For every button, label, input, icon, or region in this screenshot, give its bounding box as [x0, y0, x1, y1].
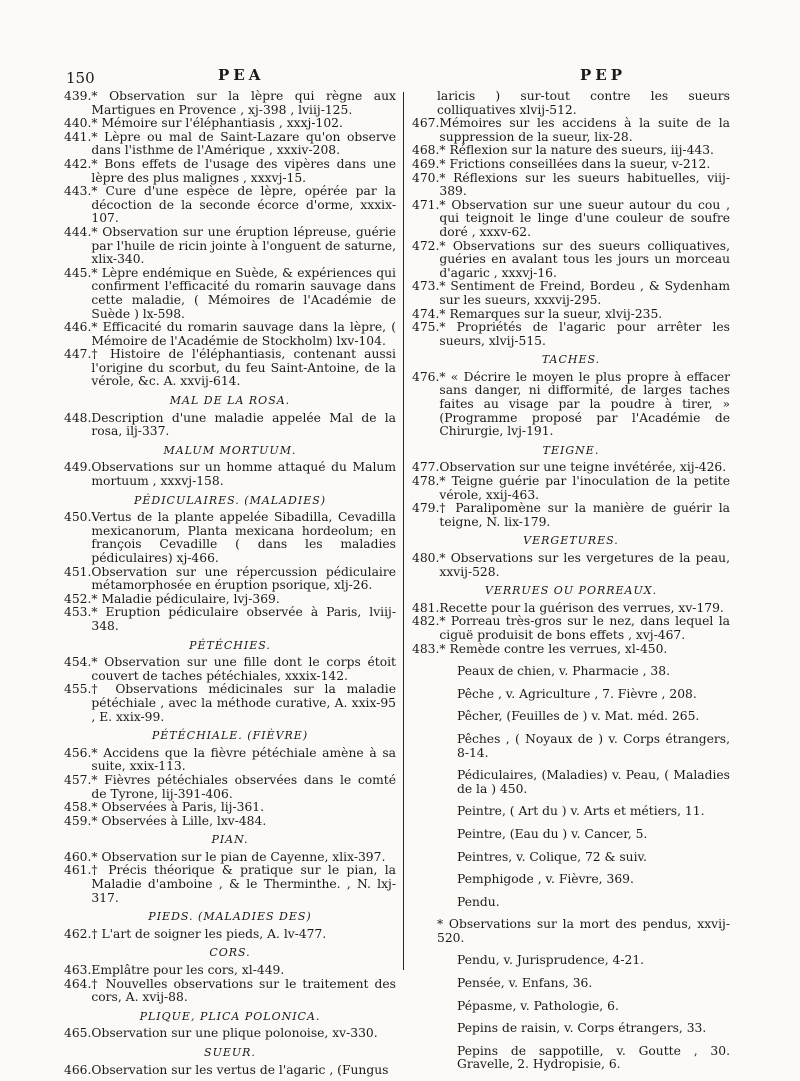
entry-number: 465. [64, 1026, 92, 1041]
entry-text: † Paralipomène sur la manière de guérir la teigne, N. lix-179. [439, 501, 730, 529]
index-entry [64, 656, 396, 683]
entry-number: 441. [64, 129, 92, 144]
section-heading: PÉTÉCHIES. [189, 638, 271, 652]
entry-text: * Mémoire sur l'éléphantiasis , xxxj-102. [91, 116, 343, 131]
index-entry [412, 117, 730, 144]
entry-number: 456. [64, 745, 92, 760]
entry-text: * Eruption pédiculaire observée à Paris, lviij-348. [91, 605, 396, 633]
entry-text: * Teigne guérie par l'inoculation de la petite vérole, xxij-463. [439, 474, 730, 502]
index-entry [64, 1064, 396, 1078]
index-entry [412, 615, 730, 642]
entry-text: * « Décrire le moyen le plus propre à effacer sans danger, ni difformité, de larges taches faites au visage par la poudre à tirer, » (Programme proposé par l'Académie de Chirurgie, lvj-191. [439, 369, 730, 439]
entry-number: 478. [412, 474, 440, 489]
entry-number: 454. [64, 655, 92, 670]
index-entry [64, 117, 396, 131]
entry-text: Observation sur les vertus de l'agaric , (Fungus [91, 1062, 389, 1077]
entry-number: 443. [64, 184, 92, 199]
index-entry [64, 851, 396, 865]
cross-reference: Peintre, (Eau du ) v. Cancer, 5. [457, 826, 648, 841]
cross-reference: Peaux de chien, v. Pharmacie , 38. [457, 664, 670, 679]
entry-text: * Remarques sur la sueur, xlvij-235. [439, 306, 663, 321]
index-entry [64, 683, 396, 724]
section-heading: SUEUR. [204, 1046, 256, 1059]
index-entry [64, 321, 396, 348]
entry-number: 472. [412, 238, 440, 253]
section-heading: PIEDS. (MALADIES DES) [148, 910, 312, 924]
entry-text: Recette pour la guérison des verrues, xv-179. [439, 600, 724, 615]
page-number: 150 [66, 69, 95, 87]
entry-number: 468. [412, 143, 440, 158]
entry-number: 460. [64, 849, 92, 864]
index-entry [64, 267, 396, 321]
index-entry [64, 158, 396, 185]
entry-continuation: laricis ) sur-tout contre les sueurs colliquatives xlvij-512. [437, 89, 730, 117]
index-entry [64, 606, 396, 633]
entry-text: * Observation sur une éruption lépreuse, guérie par l'huile de ricin jointe à l'onguent de saturne, xlix-340. [91, 224, 396, 267]
index-entry [64, 511, 396, 565]
entry-number: 462. [64, 926, 92, 941]
entry-text: * Efficacité du romarin sauvage dans la lèpre, ( Mémoire de l'Académie de Stockholm) lxv-104. [91, 320, 396, 348]
entry-number: 452. [64, 591, 92, 606]
entry-text: Vertus de la plante appelée Sibadilla, Cevadilla mexicanorum, Planta mexicana hordeolum; en françois Cevadille ( dans les maladies pédiculaires) xj-466. [91, 510, 396, 565]
entry-number: 466. [64, 1062, 92, 1077]
entry-number: 483. [412, 641, 440, 656]
entry-number: 481. [412, 600, 440, 615]
cross-reference: Peintre, ( Art du ) v. Arts et métiers, 11. [457, 804, 705, 819]
entry-text: * Réflexions sur les sueurs habituelles, viij-389. [439, 170, 730, 199]
column-rule [403, 92, 404, 970]
index-entry [64, 747, 396, 774]
entry-number: 447. [64, 347, 92, 362]
entry-number: 470. [412, 170, 440, 185]
entry-number: 479. [412, 501, 440, 516]
entry-number: 459. [64, 813, 92, 828]
entry-number: 448. [64, 410, 92, 425]
entry-text: * Observées à Lille, lxv-484. [91, 813, 267, 828]
index-entry [64, 964, 396, 978]
entry-number: 473. [412, 279, 440, 294]
entry-text: † Précis théorique & pratique sur le pian, la Maladie d'amboine , & le Therminthe. , N. lxj-317. [91, 863, 396, 905]
entry-text: * Observation sur la lèpre qui règne aux Martigues en Provence , xj-398 , lviij-125. [91, 89, 396, 117]
entry-text: † L'art de soigner les pieds, A. lv-477. [91, 926, 327, 941]
index-entry [412, 321, 730, 348]
index-entry [412, 602, 730, 616]
index-entry [412, 240, 730, 281]
right-column [412, 90, 730, 1081]
cross-reference: Pepins de raisin, v. Corps étrangers, 33. [457, 1021, 707, 1036]
entry-text: * Porreau très-gros sur le nez, dans lequel la ciguë produisit de bons effets , xvj-467. [439, 614, 730, 642]
entry-number: 457. [64, 772, 92, 787]
cross-reference: Pemphigode , v. Fièvre, 369. [457, 872, 634, 887]
entry-number: 476. [412, 369, 440, 384]
index-note: * Observations sur la mort des pendus, xxvij-520. [437, 917, 730, 945]
cross-reference: Pêcher, (Feuilles de ) v. Mat. méd. 265. [457, 709, 700, 724]
section-heading: MALUM MORTUUM. [163, 443, 297, 457]
entry-number: 442. [64, 156, 92, 171]
entry-text: * Frictions conseillées dans la sueur, v-212. [439, 156, 711, 171]
index-entry [412, 475, 730, 502]
cross-reference: Pendu. [457, 894, 500, 909]
section-heading: PÉDICULAIRES. (MALADIES) [133, 493, 327, 507]
entry-text: † Histoire de l'éléphantiasis, contenant aussi l'origine du scorbut, du feu Saint-Antoine, de la vérole, &c. A. xxvij-614. [91, 347, 396, 389]
entry-number: 467. [412, 116, 440, 131]
cross-reference: Pensée, v. Enfans, 36. [457, 976, 593, 991]
entry-text: * Observations sur des sueurs colliquatives, guéries en avalant tous les jours un morceau d'agaric , xxxvj-16. [439, 238, 730, 280]
entry-number: 455. [64, 682, 92, 697]
entry-text: * Observation sur le pian de Cayenne, xlix-397. [91, 849, 386, 864]
section-heading: VERRUES OU PORREAUX. [484, 584, 658, 598]
index-entry [64, 90, 396, 117]
section-heading: TACHES. [541, 353, 601, 367]
entry-number: 475. [412, 320, 440, 335]
entry-number: 451. [64, 564, 92, 579]
index-entry [412, 502, 730, 529]
entry-number: 446. [64, 320, 92, 335]
entry-text: Description d'une maladie appelée Mal de la rosa, ilj-337. [91, 410, 396, 439]
entry-text: * Bons effets de l'usage des vipères dans une lèpre des plus malignes , xxxvj-15. [91, 156, 396, 185]
section-heading: PÉTÉCHIALE. (FIÈVRE) [151, 729, 309, 743]
entry-text: * Cure d'une espèce de lèpre, opérée par la décoction de la seconde écorce d'orme, xxxix-107. [91, 184, 396, 226]
entry-number: 471. [412, 197, 440, 212]
cross-reference: Pêches , ( Noyaux de ) v. Corps étrangers, 8-14. [457, 731, 730, 760]
section-heading: MAL DE LA ROSA. [169, 394, 291, 408]
entry-text: * Observations sur les vergetures de la peau, xxvij-528. [439, 551, 730, 579]
entry-number: 450. [64, 510, 92, 525]
index-entry [412, 308, 730, 322]
entry-text: * Réflexion sur la nature des sueurs, iij-443. [439, 143, 714, 158]
entry-text: * Maladie pédiculaire, lvj-369. [91, 591, 280, 606]
entry-number: 449. [64, 460, 92, 475]
cross-reference: Pêche , v. Agriculture , 7. Fièvre , 208. [457, 686, 697, 701]
index-entry [64, 815, 396, 829]
entry-number: 469. [412, 156, 440, 171]
index-entry [412, 643, 730, 657]
entry-text: * Observées à Paris, lij-361. [91, 800, 265, 815]
entry-text: * Observation sur une sueur autour du cou , qui teignoit le linge d'une couleur de soufre doré , xxxv-62. [439, 197, 730, 239]
entry-text: † Nouvelles observations sur le traitement des cors, A. xvij-88. [91, 976, 396, 1005]
cross-reference: Pédiculaires, (Maladies) v. Peau, ( Maladies de la ) 450. [457, 768, 730, 796]
index-entry [64, 348, 396, 389]
index-entry [412, 199, 730, 240]
running-head-left: PEA [218, 66, 265, 84]
entry-number: 474. [412, 306, 440, 321]
index-entry [64, 131, 396, 158]
running-head-right: PEP [580, 66, 626, 84]
index-entry [64, 928, 396, 942]
entry-number: 480. [412, 551, 440, 565]
entry-number: 458. [64, 800, 92, 815]
index-entry [64, 593, 396, 607]
index-entry [412, 144, 730, 158]
section-heading: PLIQUE, PLICA POLONICA. [139, 1009, 321, 1023]
index-entry [64, 412, 396, 439]
entry-text: Observation sur une répercussion pédiculaire métamorphosée en éruption psorique, xlj-26. [91, 564, 396, 593]
entry-text: * Observation sur une fille dont le corps étoit couvert de taches pétéchiales, xxxix-142. [91, 655, 396, 683]
entry-number: 464. [64, 976, 92, 991]
cross-reference: Peintres, v. Colique, 72 & suiv. [457, 849, 647, 864]
index-entry [412, 158, 730, 172]
cross-reference: Pepins de sappotille, v. Goutte , 30. Gravelle, 2. Hydropisie, 6. [457, 1043, 730, 1072]
section-heading: PIAN. [211, 833, 249, 847]
entry-text: * Remède contre les verrues, xl-450. [439, 641, 668, 656]
left-column [64, 90, 396, 1077]
index-entry [64, 185, 396, 226]
entry-text: * Accidens que la fièvre pétéchiale amène à sa suite, xxix-113. [91, 745, 396, 774]
entry-text: * Sentiment de Freind, Bordeu , & Sydenham sur les sueurs, xxxvij-295. [439, 279, 730, 307]
entry-text: Mémoires sur les accidens à la suite de la suppression de la sueur, lix-28. [439, 116, 730, 144]
entry-text: * Lèpre ou mal de Saint-Lazare qu'on observe dans l'isthme de l'Amérique , xxxiv-208. [91, 129, 396, 158]
index-entry [412, 552, 730, 579]
entry-text: * Fièvres pétéchiales observées dans le comté de Tyrone, lij-391-406. [91, 772, 396, 801]
index-entry [412, 172, 730, 199]
cross-reference: Pendu, v. Jurisprudence, 4-21. [457, 953, 645, 968]
index-entry [64, 566, 396, 593]
entry-number: 444. [64, 224, 92, 239]
entry-number: 445. [64, 265, 92, 280]
index-entry [412, 280, 730, 307]
cross-reference: Pépasme, v. Pathologie, 6. [457, 998, 619, 1013]
index-entry [412, 371, 730, 439]
section-heading: CORS. [209, 946, 251, 960]
entry-text: Observation sur une teigne invétérée, xij-426. [439, 460, 727, 475]
entry-number: 482. [412, 614, 440, 629]
entry-text: † Observations médicinales sur la maladie pétéchiale , avec la méthode curative, A. xxix-95 , E. xxix-99. [91, 682, 396, 724]
entry-number: 453. [64, 605, 92, 620]
entry-text: * Lèpre endémique en Suède, & expériences qui confirment l'efficacité du romarin sauvage dans cette maladie, ( Mémoires de l'Académie de Suède ) lx-598. [91, 265, 396, 321]
entry-number: 461. [64, 863, 92, 878]
index-entry [64, 978, 396, 1005]
entry-text: * Propriétés de l'agaric pour arrêter les sueurs, xlvij-515. [439, 320, 730, 348]
index-entry [412, 461, 730, 475]
entry-text: Observation sur une plique polonoise, xv-330. [91, 1026, 378, 1041]
section-heading: VERGETURES. [523, 534, 619, 548]
entry-number: 439. [64, 89, 92, 103]
entry-number: 477. [412, 460, 440, 475]
index-entry [64, 461, 396, 488]
entry-text: Emplâtre pour les cors, xl-449. [91, 963, 285, 978]
entry-text: Observations sur un homme attaqué du Malum mortuum , xxxvj-158. [91, 460, 396, 489]
section-heading: TEIGNE. [542, 443, 600, 457]
index-entry [64, 1027, 396, 1041]
index-entry [64, 801, 396, 815]
index-entry [64, 226, 396, 267]
entry-number: 463. [64, 963, 92, 978]
entry-number: 440. [64, 116, 92, 131]
index-entry [64, 864, 396, 905]
index-entry [64, 774, 396, 801]
